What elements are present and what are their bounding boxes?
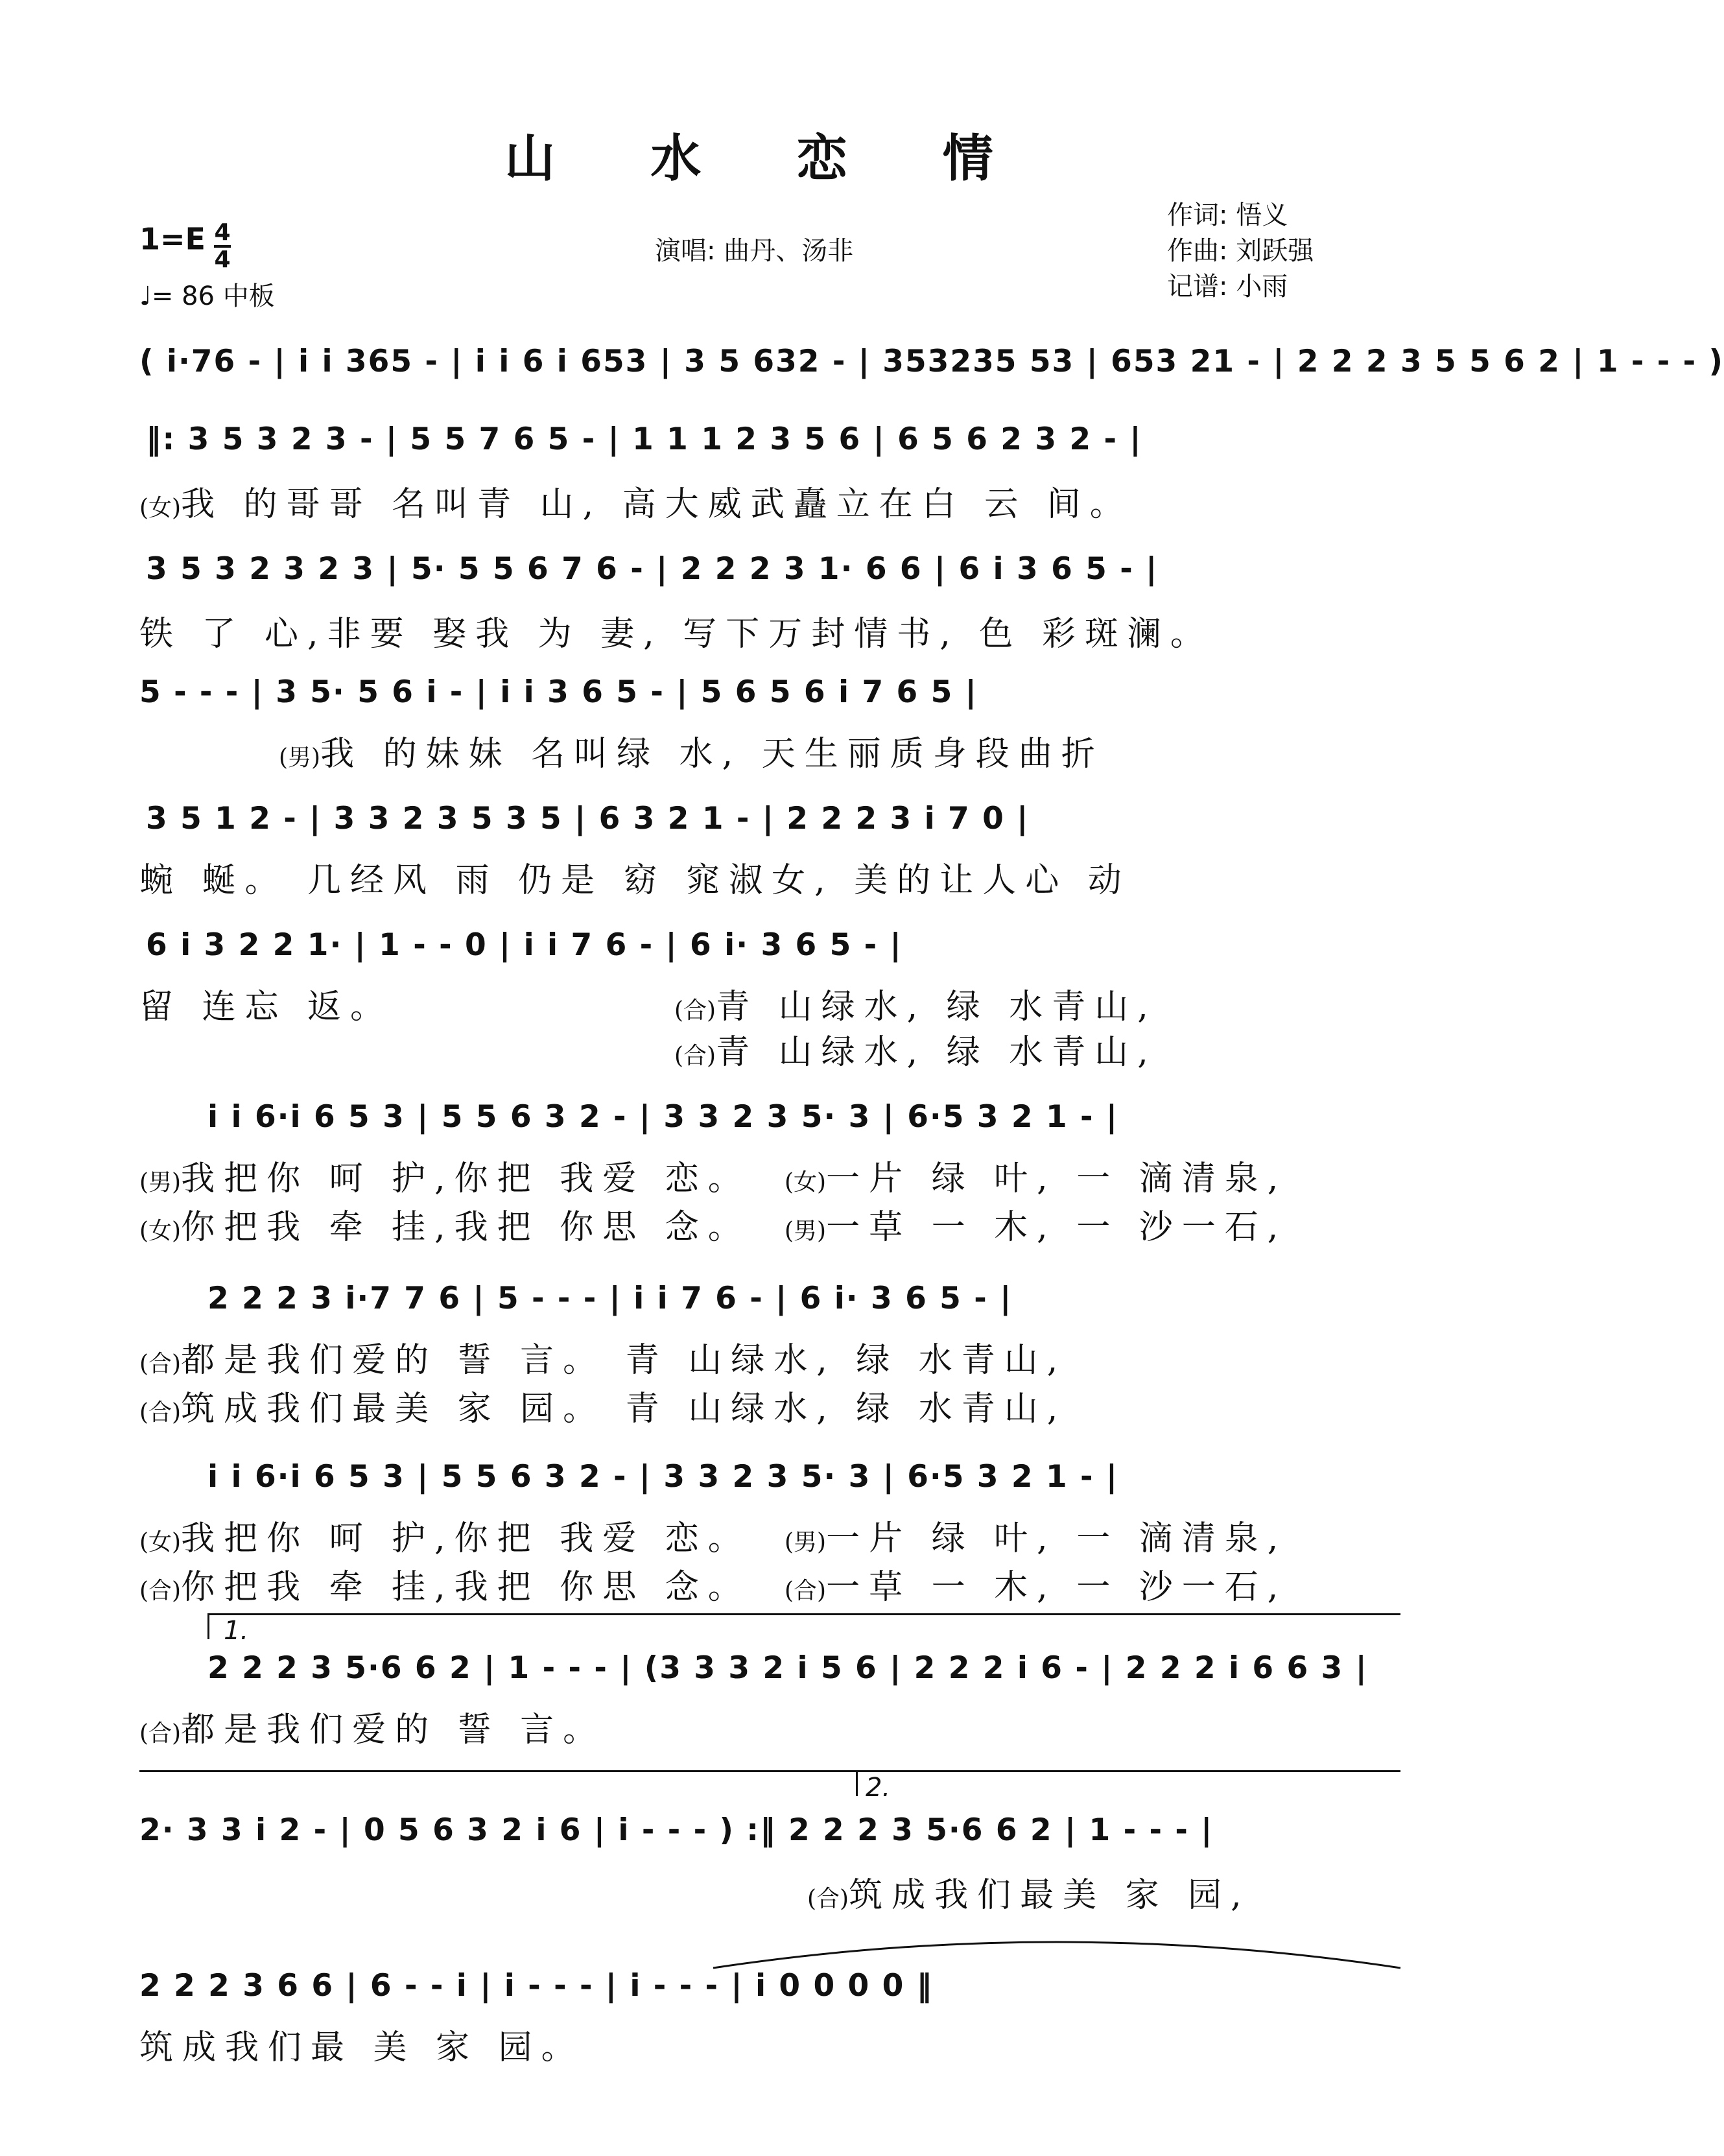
lyric-text: 都是我们爱的 誓 言。 青 山绿水, 绿 水青山,: [181, 1341, 1067, 1380]
lyric-text: 我把你 呵 护,你把 我爱 恋。: [181, 1159, 751, 1198]
lyric-text: 蜿 蜒。 几经风 雨 仍是 窈 窕淑女, 美的让人心 动: [139, 861, 1131, 900]
system-8-lyrics-2: [139, 1381, 1067, 1430]
role-label: (合): [139, 1399, 182, 1426]
role-label: (男): [785, 1529, 827, 1556]
role-label: (合): [139, 1351, 182, 1377]
lyric-text: 一草 一 木, 一 沙一石,: [826, 1568, 1288, 1607]
system-4-notes: 5 - - - | 3 5· 5 6 i - | i i 3 6 5 - | 5 6 5 6 i 7 6 5 |: [139, 674, 978, 710]
system-2-notes: ‖: 3 5 3 2 3 - | 5 5 7 6 5 - | 1 1 1 2 3 5 6 | 6 5 6 2 3 2 - |: [146, 421, 1142, 457]
lyric-text: 筑成我们最美 家 园。 青 山绿水, 绿 水青山,: [181, 1390, 1067, 1428]
lyric-text: 我把你 呵 护,你把 我爱 恋。: [181, 1519, 751, 1558]
system-6-lyrics-1: [139, 979, 393, 1028]
system-8-notes: 2 2 2 3 i·7 7 6 | 5 - - - | i i 7 6 - | 6 i· 3 6 5 - |: [207, 1281, 1013, 1316]
system-9-lyrics-3: [139, 1559, 751, 1608]
volta-2-label: 2.: [866, 1773, 891, 1803]
lyric-text: 留 连忘 返。: [139, 988, 394, 1026]
lyric-text: 一片 绿 叶, 一 滴清泉,: [826, 1159, 1288, 1198]
role-label: (男): [279, 744, 321, 771]
lyric-text: 你把我 牵 挂,我把 你思 念。: [181, 1208, 751, 1247]
lyric-text: 我 的妹妹 名叫绿 水, 天生丽质身段曲折: [320, 735, 1104, 774]
system-3-lyrics-1: [139, 606, 1213, 655]
system-11-notes: 2· 3 3 i 2 - | 0 5 6 3 2 i 6 | i - - - ) :‖ 2 2 2 3 5·6 6 2 | 1 - - - |: [139, 1812, 1214, 1848]
system-8-lyrics-1: [139, 1333, 1067, 1381]
lyric-text: 青 山绿水, 绿 水青山,: [716, 1033, 1157, 1072]
lyric-text: 青 山绿水, 绿 水青山,: [716, 988, 1157, 1026]
system-7-lyrics-4: [785, 1200, 1287, 1248]
time-signature-bottom: 4: [214, 246, 231, 273]
system-4-lyrics-1: [279, 726, 1104, 775]
role-label: (女): [139, 495, 182, 521]
system-7-lyrics-2: [785, 1151, 1287, 1200]
role-label: (合): [139, 1720, 182, 1747]
role-label: (合): [674, 1043, 716, 1069]
system-9-notes: i i 6·i 6 5 3 | 5 5 6 3 2 - | 3 3 2 3 5· 3 | 6·5 3 2 1 - |: [207, 1459, 1119, 1495]
tempo-marking: ♩= 86 中板: [139, 281, 275, 311]
time-signature: [214, 220, 231, 272]
role-label: (合): [785, 1578, 827, 1604]
role-label: (合): [139, 1578, 182, 1604]
volta-1-bracket: [207, 1613, 1400, 1615]
lyric-text: 我 的哥哥 名叫青 山, 高大威武矗立在白 云 间。: [181, 485, 1133, 524]
page-title: 山 水 恋 情: [504, 129, 1032, 188]
final-slur: [707, 1929, 1407, 1974]
system-9-lyrics-4: [785, 1559, 1287, 1608]
system-7-notes: i i 6·i 6 5 3 | 5 5 6 3 2 - | 3 3 2 3 5· 3 | 6·5 3 2 1 - |: [207, 1099, 1119, 1135]
role-label: (男): [785, 1218, 827, 1244]
system-1-notes: ( i·76 - | i i 365 - | i i 6 i 653 | 3 5 632 - | 353235 53 | 653 21 - | 2 2 2 3 5 5 6 2 | 1 - - - ): [139, 344, 1724, 379]
lyric-text: 筑成我们最美 家 园,: [849, 1876, 1251, 1915]
role-label: (合): [674, 997, 716, 1024]
lyric-text: 都是我们爱的 誓 言。: [181, 1711, 606, 1749]
lyric-text: 你把我 牵 挂,我把 你思 念。: [181, 1568, 751, 1607]
role-label: (女): [139, 1529, 182, 1556]
system-2-lyrics-1: [139, 477, 1133, 525]
role-label: (男): [139, 1169, 182, 1196]
volta-2-bracket-end: [856, 1770, 858, 1796]
role-label: (女): [785, 1169, 827, 1196]
singers-credit: 演唱: 曲丹、汤非: [655, 236, 854, 266]
composer-credit: 作曲: 刘跃强: [1167, 236, 1314, 266]
system-5-lyrics-1: [139, 853, 1131, 901]
lyric-text: 一草 一 木, 一 沙一石,: [826, 1208, 1288, 1247]
key-signature: [139, 220, 231, 272]
volta-1-bracket-end: [207, 1613, 209, 1639]
role-label: (女): [139, 1218, 182, 1244]
lyric-text: 一片 绿 叶, 一 滴清泉,: [826, 1519, 1288, 1558]
system-7-lyrics-3: [139, 1200, 751, 1248]
system-6-notes: 6 i 3 2 2 1· | 1 - - 0 | i i 7 6 - | 6 i· 3 6 5 - |: [146, 927, 903, 963]
system-11-lyrics-1: [807, 1867, 1251, 1916]
system-6-lyrics-3: [674, 1025, 1157, 1073]
system-9-lyrics-1: [139, 1511, 751, 1559]
role-label: (合): [807, 1886, 849, 1912]
system-10-notes: 2 2 2 3 5·6 6 2 | 1 - - - | (3 3 3 2 i 5 6 | 2 2 2 i 6 - | 2 2 2 i 6 6 3 |: [207, 1650, 1368, 1686]
system-9-lyrics-2: [785, 1511, 1287, 1559]
time-signature-top: 4: [214, 219, 231, 246]
key-label: 1=E: [139, 221, 206, 257]
volta-1-label: 1.: [224, 1616, 249, 1646]
system-3-notes: 3 5 3 2 3 2 3 | 5· 5 5 6 7 6 - | 2 2 2 3 1· 6 6 | 6 i 3 6 5 - |: [146, 551, 1159, 587]
system-6-lyrics-2: [674, 979, 1157, 1028]
slur-curve: [713, 1942, 1400, 1968]
system-10-lyrics-1: [139, 1702, 606, 1751]
transcriber-credit: 记谱: 小雨: [1167, 272, 1288, 302]
lyric-text: 铁 了 心,非要 娶我 为 妻, 写下万封情书, 色 彩斑澜。: [139, 615, 1213, 654]
lyric-text: 筑成我们最 美 家 园。: [139, 2028, 584, 2067]
volta-continuation-line: [139, 1770, 1400, 1772]
system-12-notes: 2 2 2 3 6 6 | 6 - - i | i - - - | i - - - | i 0 0 0 0 ‖: [139, 1968, 934, 2004]
system-7-lyrics-1: [139, 1151, 751, 1200]
lyricist-credit: 作词: 悟义: [1167, 200, 1288, 230]
system-12-lyrics-1: [139, 2020, 584, 2068]
system-5-notes: 3 5 1 2 - | 3 3 2 3 5 3 5 | 6 3 2 1 - | 2 2 2 3 i 7 0 |: [146, 801, 1030, 836]
